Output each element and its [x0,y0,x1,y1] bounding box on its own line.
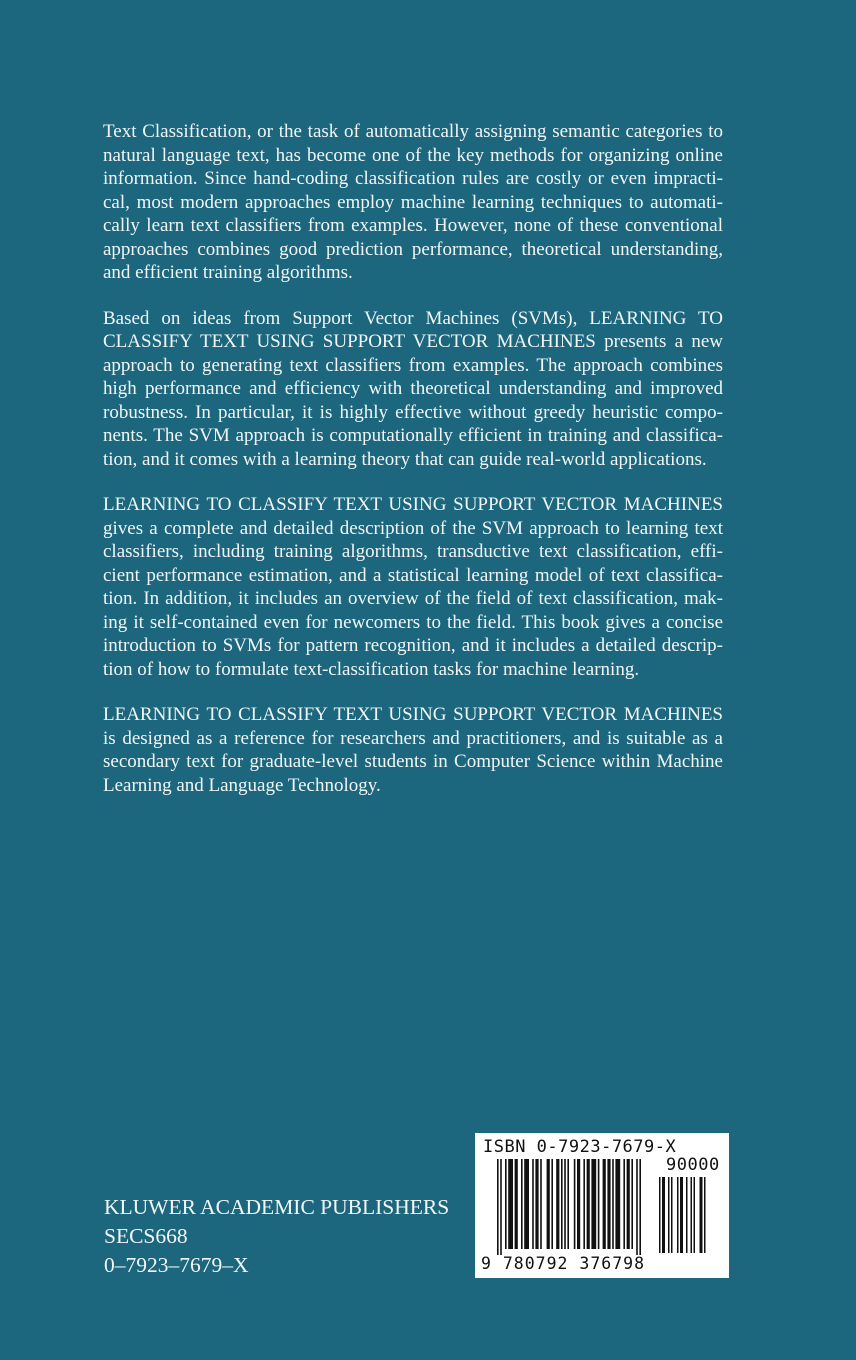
barcode-bar [540,1159,542,1249]
series-code: SECS668 [104,1224,188,1248]
blurb-paragraph-2: Based on ideas from Support Vector Machines (SVMs), LEARNING TO CLASSIFY TEXT USING SUPPORT VECTOR MACHINES presents a new approach to generating text classifiers from examples. The approach combines high performance and efficiency with theoretical understanding and improved robustness. In particular, it is highly effective without greedy heuristic components. The SVM approach is computationally efficient in training and classification, and it comes with a learning theory that can guide real-world applications. [103,307,723,470]
barcode-bar [659,1177,661,1253]
barcode-bar [691,1177,693,1253]
barcode-bar [500,1159,502,1255]
barcode-bar [547,1159,550,1249]
barcode-bar [497,1159,499,1255]
barcode-bar [564,1159,566,1249]
barcode-main-bars [497,1159,653,1255]
barcode-bar [686,1177,688,1253]
barcode-price-code: 90000 [666,1155,720,1175]
barcode-bar [508,1159,513,1249]
barcode-bar [677,1177,679,1253]
barcode-bar [662,1177,665,1253]
barcode-bar [591,1159,596,1249]
barcode-bar [505,1159,507,1249]
barcode-bar [639,1159,641,1255]
barcode-bar [567,1159,569,1249]
barcode-bar [612,1159,614,1249]
publisher-block [104,1193,449,1280]
barcode-bar [574,1159,576,1249]
barcode-bar [627,1159,630,1249]
barcode-isbn-label: ISBN 0-7923-7679-X [483,1137,677,1157]
barcode-bar [515,1159,518,1249]
barcode-bar [521,1159,523,1249]
barcode-bar [535,1159,538,1249]
blurb-paragraph-1: Text Classification, or the task of automatically assigning semantic categories to natural language text, has become one of the key methods for organizing online information. Since hand-coding classification rules are costly or even impractical, most modern approaches employ machine learning techniques to automatically learn text classifiers from examples. However, none of these conventional approaches combines good prediction performance, theoretical understanding, and efficient training algorithms. [103,121,723,283]
barcode-bar [577,1159,580,1249]
blurb-paragraph-3: LEARNING TO CLASSIFY TEXT USING SUPPORT VECTOR MACHINES gives a complete and detailed description of the SVM approach to learning text classifiers, including training algorithms, transductive text classification, efficient performance estimation, and a statistical learning model of text classification. In addition, it includes an overview of the field of text classification, making it self-contained even for newcomers to the field. This book gives a concise introduction to SVMs for pattern recognition, and it includes a detailed description of how to formulate text-classification tasks for machine learning. [103,494,723,680]
barcode-bar [680,1177,683,1253]
barcode-bar [694,1177,696,1253]
barcode-bar [636,1159,638,1255]
barcode-ean-digits: 9 780792 376798 [481,1254,646,1273]
barcode-bar [603,1159,606,1249]
barcode-bar [583,1159,585,1249]
barcode-bar [532,1159,534,1249]
barcode-bar [704,1177,706,1253]
barcode-bar [671,1177,673,1253]
barcode-bar [631,1159,633,1249]
barcode-bar [623,1159,625,1249]
blurb-paragraph-4: LEARNING TO CLASSIFY TEXT USING SUPPORT VECTOR MACHINES is designed as a reference for researchers and practitioners, and is suitable as a secondary text for graduate-level students in Computer Science within Machine Learning and Language Technology. [103,704,723,796]
barcode-bar [598,1159,600,1249]
barcode-bar [524,1159,529,1249]
barcode-bar [556,1159,559,1249]
barcode-box [475,1133,729,1278]
barcode-bar [587,1159,590,1249]
barcode-addon-bars [659,1177,719,1253]
barcode-bar [561,1159,563,1249]
barcode-bar [700,1177,703,1253]
barcode-bar [668,1177,670,1253]
barcode-bar [551,1159,553,1249]
isbn-number: 0–7923–7679–X [104,1253,249,1277]
barcode-bar [615,1159,620,1249]
blurb-text [103,120,723,819]
publisher-name: KLUWER ACADEMIC PUBLISHERS [104,1195,450,1219]
barcode-bar [607,1159,610,1249]
